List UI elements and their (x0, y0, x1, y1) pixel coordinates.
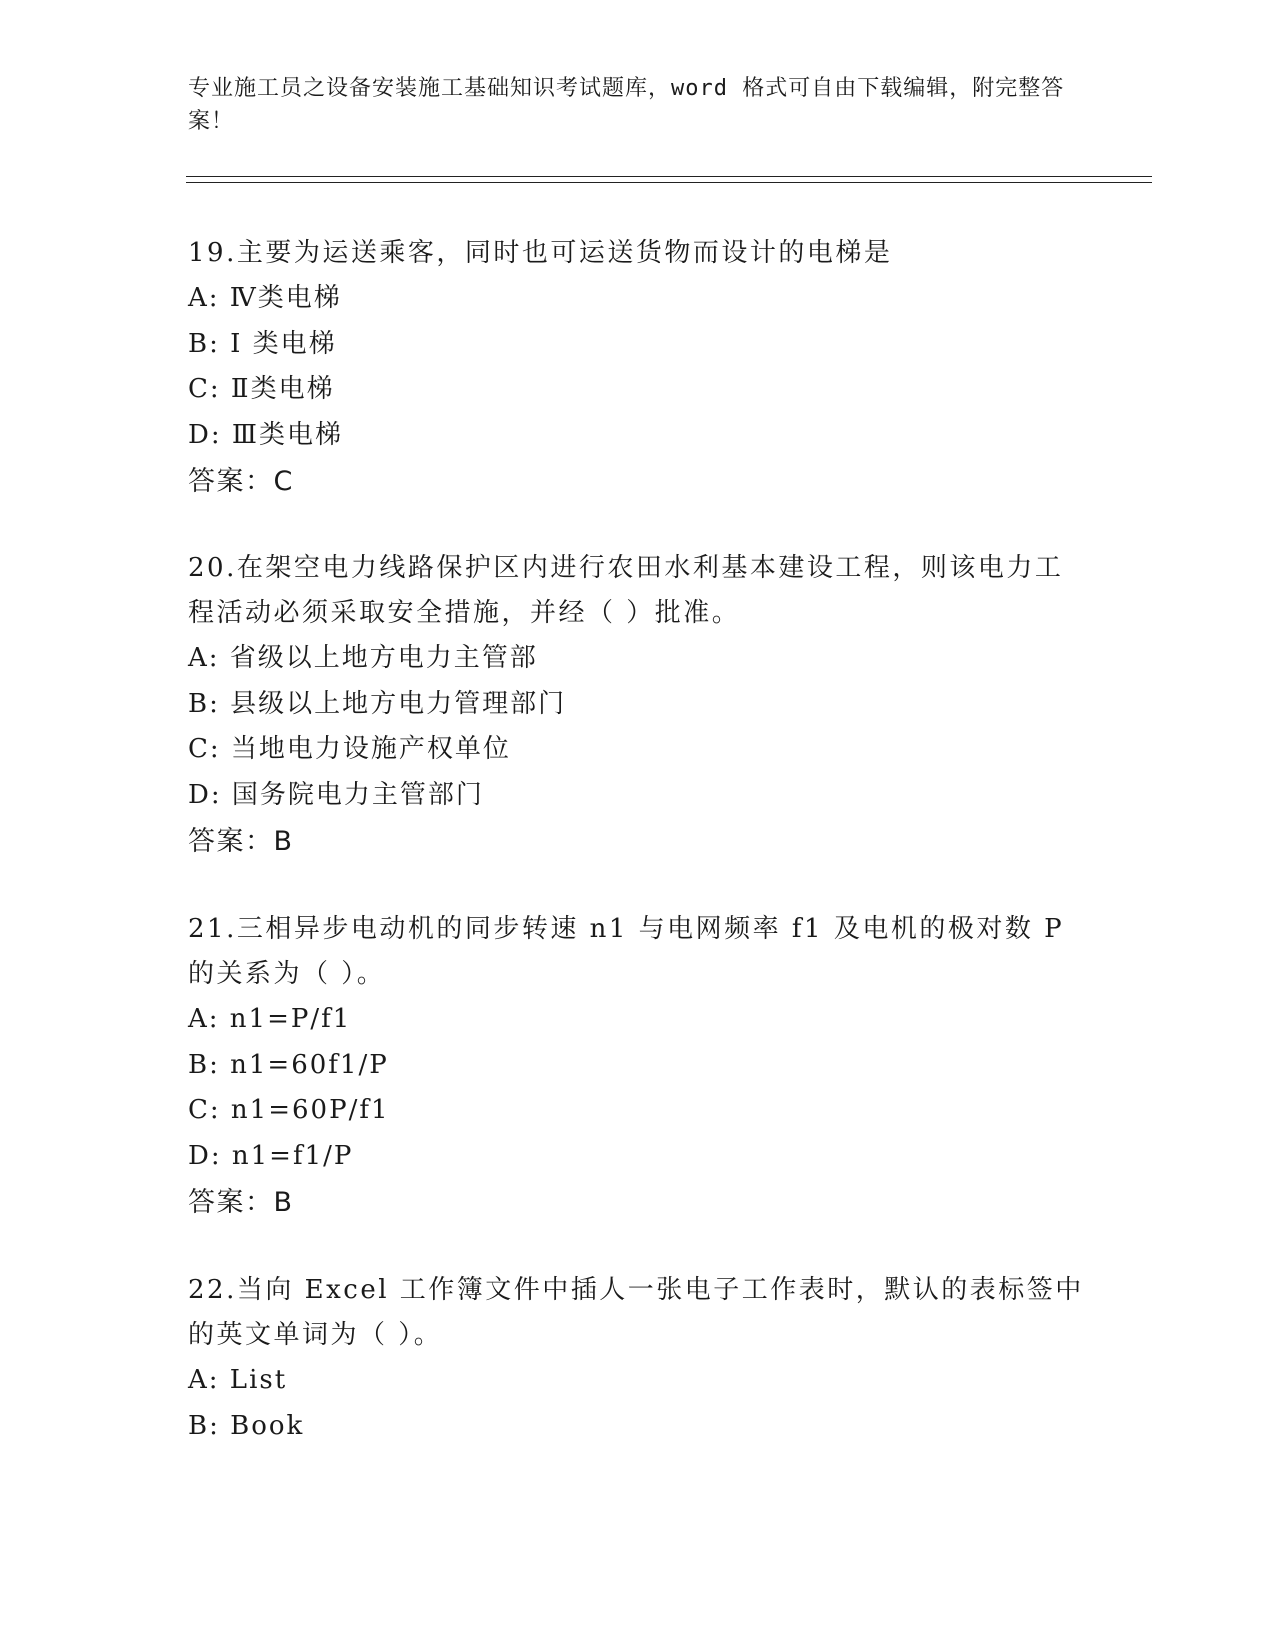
question-stem: 22.当向 Excel 工作簿文件中插人一张电子工作表时，默认的表标签中的英文单词为（ ）。 (188, 1275, 1084, 1350)
option-d: D: 国务院电力主管部门 (188, 779, 484, 810)
option-a: A: List (188, 1365, 288, 1395)
option-c: C: Ⅱ类电梯 (188, 374, 335, 404)
question-21 (188, 907, 1088, 1225)
option-b: B: 县级以上地方电力管理部门 (188, 688, 567, 719)
option-b: B: Book (188, 1410, 305, 1441)
question-stem: 21.三相异步电动机的同步转速 n1 与电网频率 f1 及电机的极对数 P 的关系为（ ）。 (188, 914, 1065, 989)
question-20 (188, 546, 1088, 864)
option-a: A: n1=P/f1 (188, 1004, 352, 1034)
answer-label: 答案：C (188, 466, 294, 497)
option-c: C: n1=60P/f1 (188, 1095, 390, 1125)
question-stem: 19.主要为运送乘客，同时也可运送货物而设计的电梯是 (188, 238, 893, 268)
option-b: B: I 类电梯 (188, 328, 337, 359)
option-d: D: n1=f1/P (188, 1140, 354, 1171)
question-stem: 20.在架空电力线路保护区内进行农田水利基本建设工程，则该电力工程活动必须采取安全措施，并经（ ）批准。 (188, 553, 1064, 628)
option-a: A: 省级以上地方电力主管部 (188, 643, 538, 673)
header-rule-bottom (186, 182, 1152, 183)
document-header: 专业施工员之设备安装施工基础知识考试题库，word 格式可自由下载编辑，附完整答案！ (188, 76, 1065, 134)
question-19 (188, 231, 1088, 504)
option-c: C: 当地电力设施产权单位 (188, 734, 511, 764)
option-a: A: Ⅳ类电梯 (188, 283, 342, 313)
header-rule-top (186, 176, 1152, 177)
option-b: B: n1=60f1/P (188, 1049, 389, 1080)
answer-label: 答案：B (188, 826, 294, 857)
option-d: D: Ⅲ类电梯 (188, 419, 343, 450)
question-22 (188, 1268, 1088, 1449)
answer-label: 答案：B (188, 1187, 294, 1218)
